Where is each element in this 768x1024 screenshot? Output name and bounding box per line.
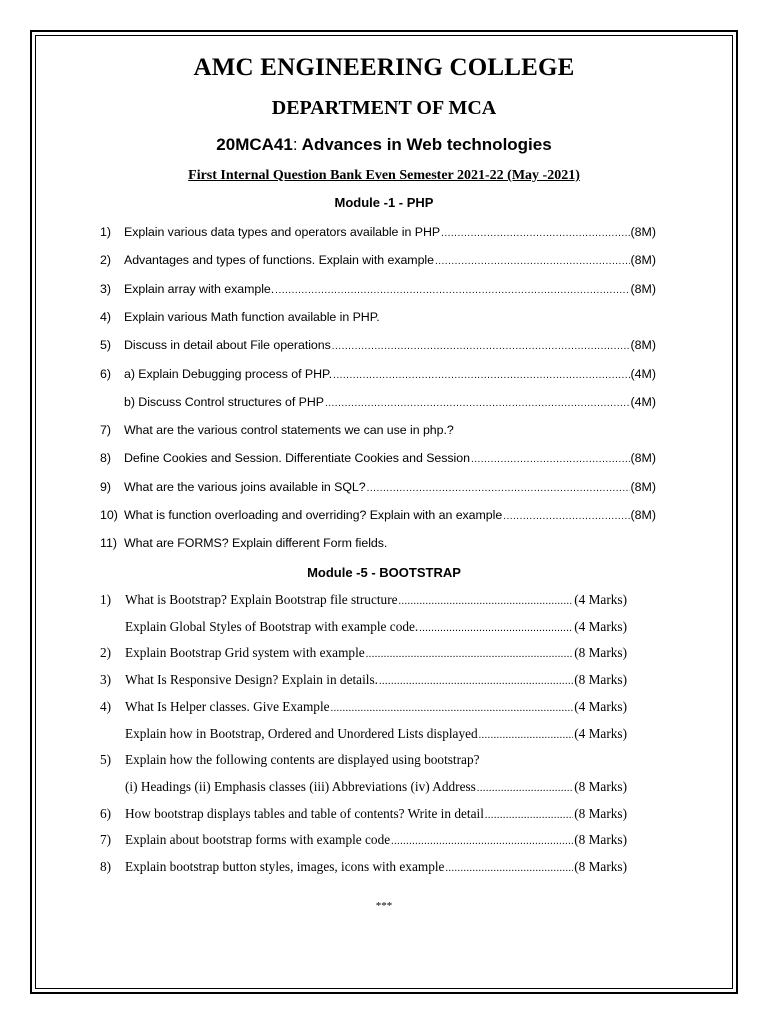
question-number: 2) xyxy=(100,253,112,268)
question-item xyxy=(100,752,627,770)
question-marks: (8 Marks) xyxy=(574,859,627,874)
question-item xyxy=(100,310,656,328)
question-text: Advantages and types of functions. Explain with example xyxy=(124,253,434,268)
question-item xyxy=(100,779,627,797)
dot-leader xyxy=(503,512,629,522)
question-item xyxy=(100,451,656,469)
dot-leader xyxy=(367,484,630,494)
question-number: 6) xyxy=(100,805,112,821)
question-number: 9) xyxy=(100,479,112,494)
question-number: 4) xyxy=(100,309,112,324)
question-text: Explain bootstrap button styles, images, icons with example xyxy=(125,859,445,874)
question-text: (i) Headings (ii) Emphasis classes (iii) Abbreviations (iv) Address xyxy=(125,778,476,794)
question-item xyxy=(100,282,656,300)
question-item xyxy=(100,253,656,271)
question-text: Explain array with example. xyxy=(124,281,275,296)
dot-leader xyxy=(366,650,574,660)
question-marks: (8M) xyxy=(630,281,656,296)
dot-leader xyxy=(471,455,630,465)
question-item xyxy=(100,832,627,850)
dot-leader xyxy=(331,704,574,714)
question-text: a) Explain Debugging process of PHP. xyxy=(124,366,333,381)
question-marks: (4 Marks) xyxy=(574,725,627,741)
question-marks: (8M) xyxy=(630,253,656,268)
question-item xyxy=(100,338,656,356)
question-text: Explain various data types and operators available in PHP xyxy=(124,225,441,239)
dot-leader xyxy=(379,677,573,687)
question-marks: (4M) xyxy=(630,394,656,409)
question-number: 4) xyxy=(100,698,112,714)
question-text: What is Bootstrap? Explain Bootstrap file structure xyxy=(125,592,398,607)
dot-leader xyxy=(435,257,630,267)
question-number: 1) xyxy=(100,225,112,239)
question-marks: (8 Marks) xyxy=(574,805,627,821)
question-text: How bootstrap displays tables and table of contents? Write in detail xyxy=(125,805,484,821)
question-item xyxy=(100,508,656,526)
question-number: 2) xyxy=(100,645,112,661)
question-marks: (8 Marks) xyxy=(574,672,627,688)
college-name: AMC ENGINEERING COLLEGE xyxy=(193,54,575,81)
question-text: Explain Global Styles of Bootstrap with example code. xyxy=(125,618,419,634)
question-bank-title: First Internal Question Bank Even Semester 2021-22 (May -2021) xyxy=(188,168,580,183)
question-marks: (4M) xyxy=(630,366,656,381)
course-name: Advances in Web technologies xyxy=(297,135,552,154)
question-marks: (8M) xyxy=(630,338,656,353)
question-number: 8) xyxy=(100,859,112,874)
question-marks: (8M) xyxy=(630,479,656,494)
question-number: 11) xyxy=(100,536,117,551)
dot-leader xyxy=(391,837,573,847)
question-text: What are the various joins available in SQL? xyxy=(124,479,366,494)
department-title: DEPARTMENT OF MCA xyxy=(271,97,497,119)
question-marks: (8M) xyxy=(630,225,656,239)
question-marks: (8M) xyxy=(630,508,656,522)
question-number: 7) xyxy=(100,832,112,848)
question-text: What Is Helper classes. Give Example xyxy=(125,698,330,714)
question-text: What is function overloading and overriding? Explain with an example xyxy=(124,508,503,522)
module-5-heading: Module -5 - BOOTSTRAP xyxy=(307,565,461,580)
question-item xyxy=(100,395,656,413)
question-number: 5) xyxy=(100,752,112,768)
dot-leader xyxy=(333,371,629,381)
question-item xyxy=(100,225,656,243)
course-code: 20MCA41 xyxy=(216,135,293,154)
question-number: 1) xyxy=(100,592,112,607)
dot-leader xyxy=(441,229,629,239)
question-number: 5) xyxy=(100,338,112,353)
question-item xyxy=(100,423,656,441)
question-item xyxy=(100,859,627,877)
question-number: 10) xyxy=(100,508,118,522)
end-marker: *** xyxy=(375,900,393,912)
question-text: b) Discuss Control structures of PHP xyxy=(124,394,324,409)
dot-leader xyxy=(477,784,573,794)
question-marks: (8 Marks) xyxy=(574,832,627,848)
question-marks: (8M) xyxy=(630,451,656,466)
question-number: 7) xyxy=(100,423,112,438)
question-text: Explain about bootstrap forms with example code xyxy=(125,832,391,848)
question-item xyxy=(100,536,656,554)
question-text: What Is Responsive Design? Explain in details. xyxy=(125,672,378,688)
dot-leader xyxy=(445,864,573,874)
question-text: What are FORMS? Explain different Form fields. xyxy=(124,536,388,551)
question-item xyxy=(100,672,627,690)
question-item xyxy=(100,619,627,637)
question-item xyxy=(100,645,627,663)
dot-leader xyxy=(479,731,574,741)
question-item xyxy=(100,480,656,498)
dot-leader xyxy=(332,342,630,352)
question-number: 6) xyxy=(100,366,112,381)
question-item xyxy=(100,367,656,385)
course-title xyxy=(0,135,768,155)
question-marks: (4 Marks) xyxy=(574,698,627,714)
dot-leader xyxy=(325,399,630,409)
question-text: Define Cookies and Session. Differentiate Cookies and Session xyxy=(124,451,470,466)
question-number: 3) xyxy=(100,672,112,688)
dot-leader xyxy=(485,811,573,821)
question-text: What are the various control statements we can use in php.? xyxy=(124,423,454,438)
course-separator: : xyxy=(292,135,298,154)
dot-leader xyxy=(399,597,574,607)
question-item xyxy=(100,726,627,744)
question-text: Explain various Math function available in PHP. xyxy=(124,309,380,324)
question-marks: (4 Marks) xyxy=(574,592,627,607)
question-text: Explain Bootstrap Grid system with example xyxy=(125,645,365,661)
question-item xyxy=(100,592,627,610)
dot-leader xyxy=(275,286,629,296)
question-marks: (8 Marks) xyxy=(574,778,627,794)
question-marks: (4 Marks) xyxy=(574,618,627,634)
question-number: 3) xyxy=(100,281,112,296)
dot-leader xyxy=(419,624,573,634)
question-text: Explain how in Bootstrap, Ordered and Unordered Lists displayed xyxy=(125,725,478,741)
question-item xyxy=(100,699,627,717)
question-item xyxy=(100,806,627,824)
question-text: Explain how the following contents are displayed using bootstrap? xyxy=(125,752,480,768)
question-text: Discuss in detail about File operations xyxy=(124,338,331,353)
module-1-heading: Module -1 - PHP xyxy=(334,195,434,210)
question-number: 8) xyxy=(100,451,112,466)
question-marks: (8 Marks) xyxy=(574,645,627,661)
